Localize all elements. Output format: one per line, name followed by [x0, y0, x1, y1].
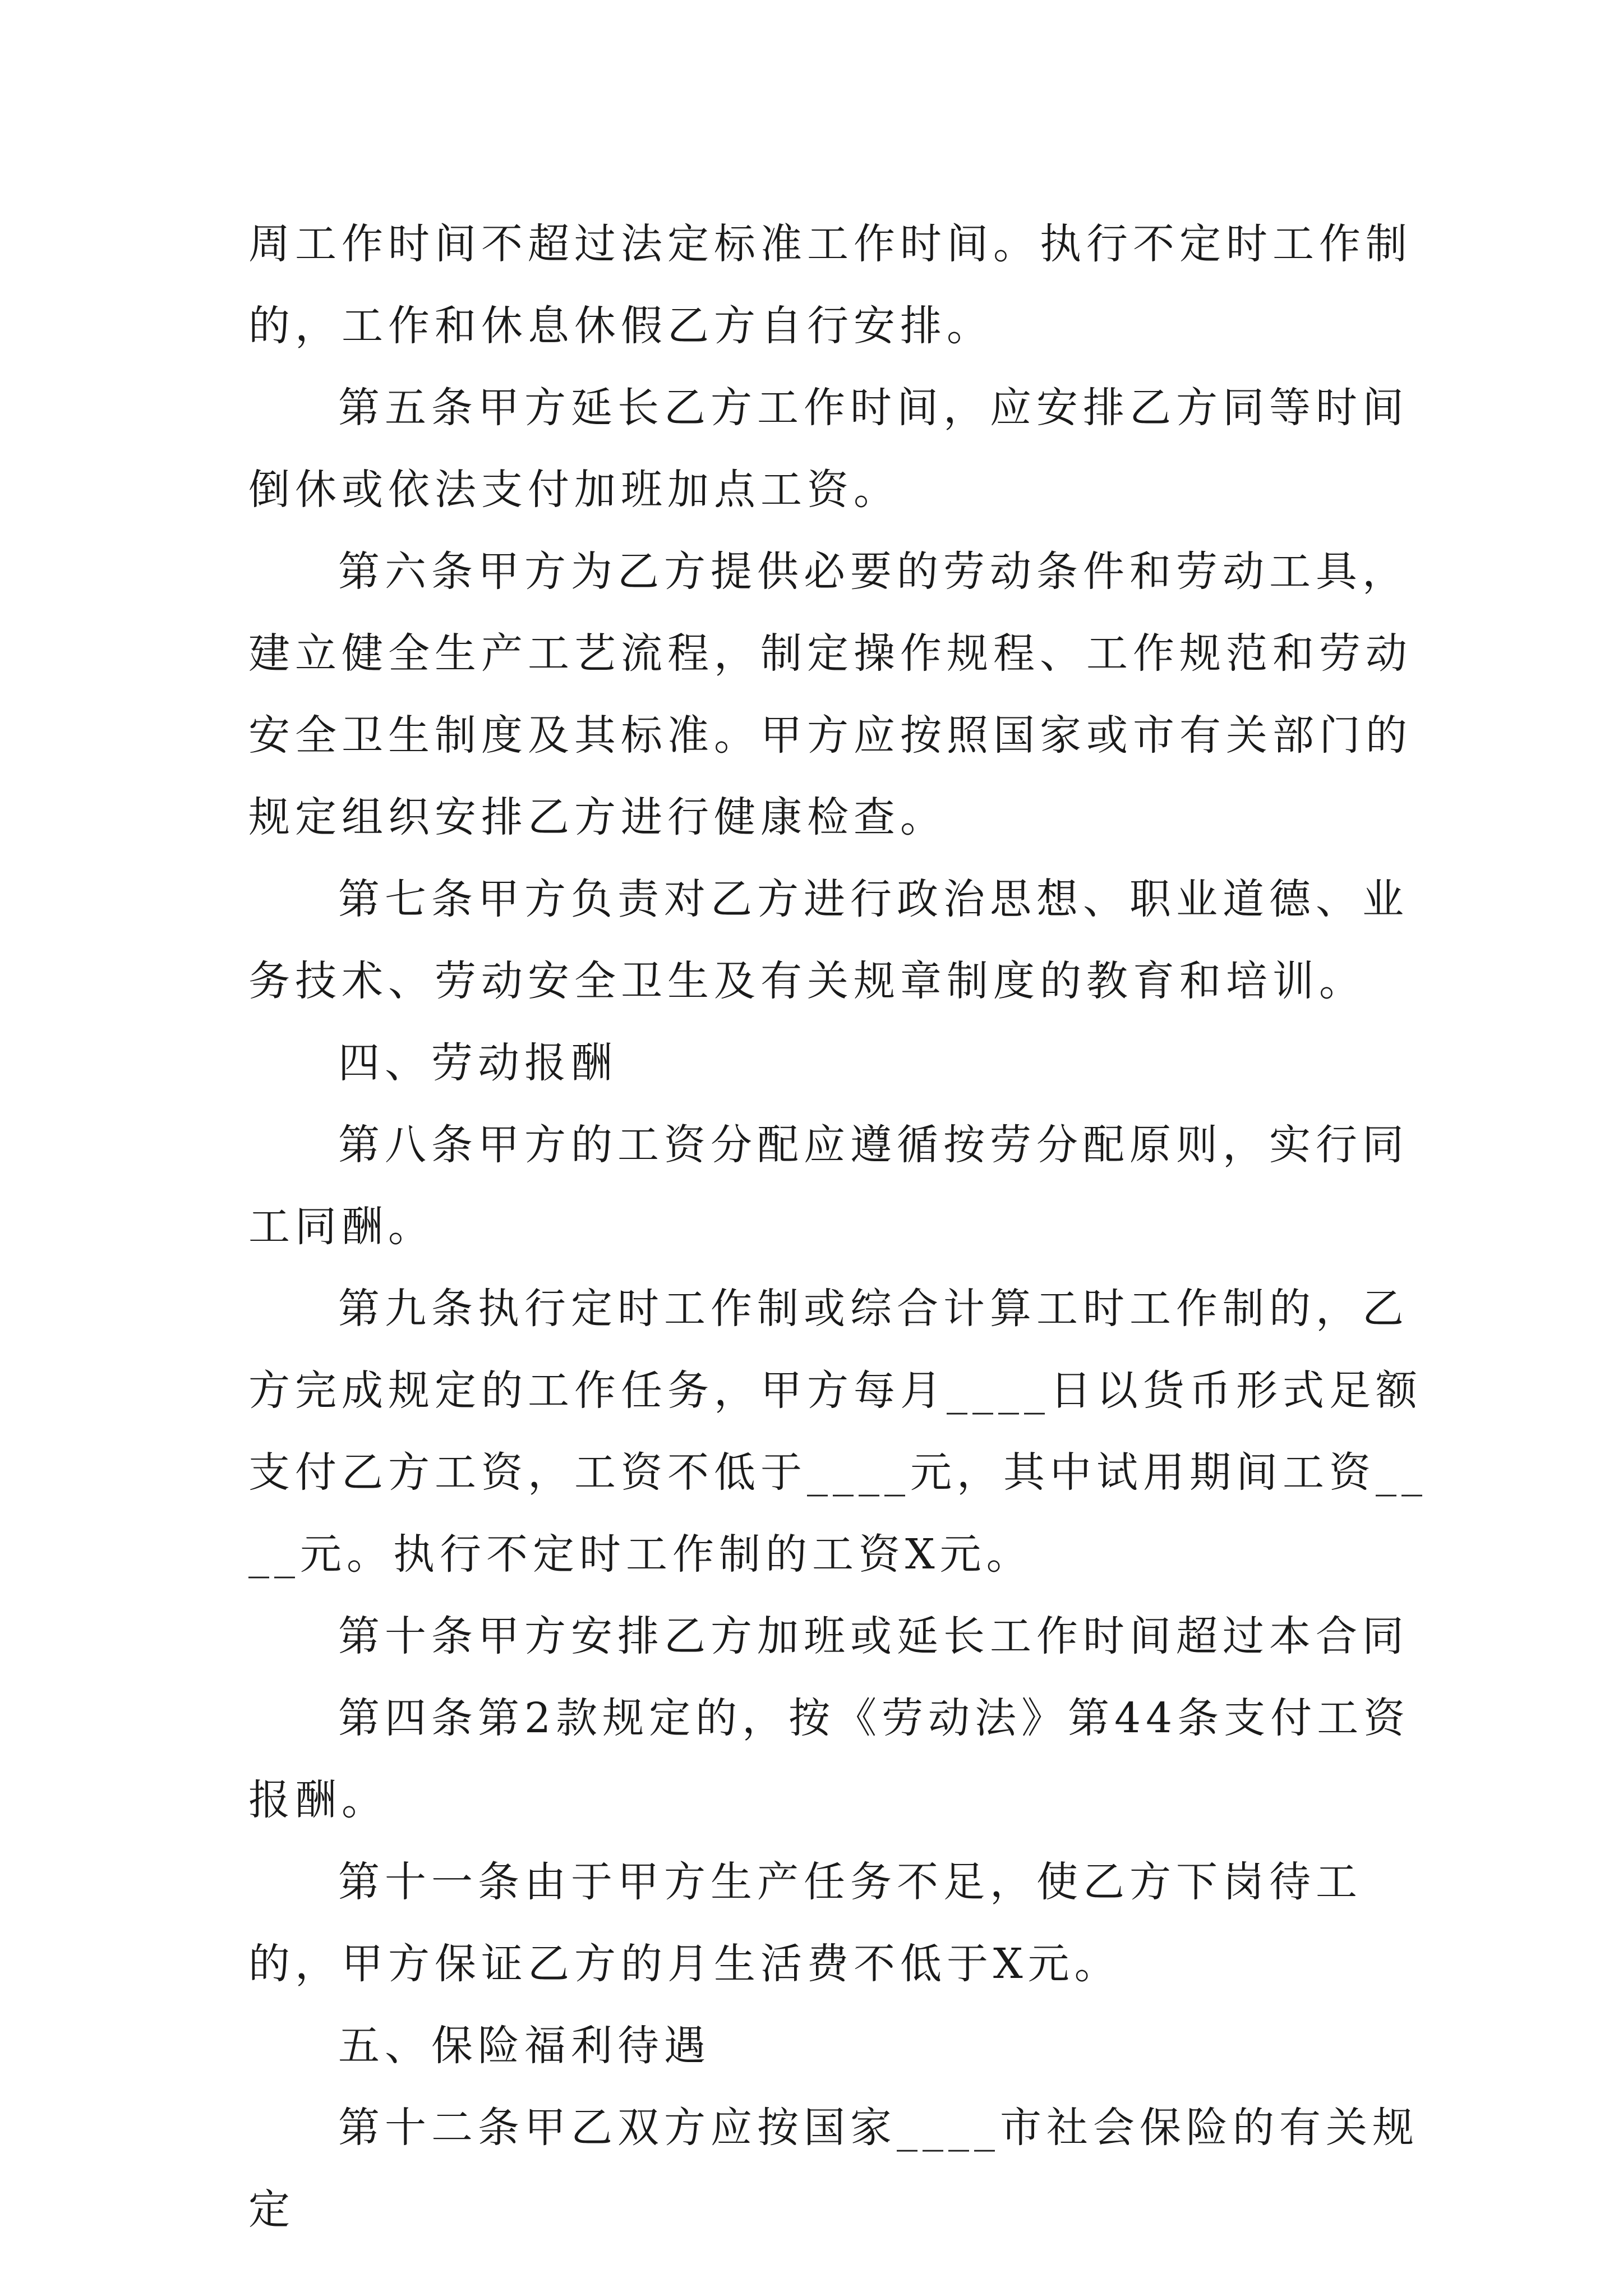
paragraph-article-11: 第十一条由于甲方生产任务不足，使乙方下岗待工的，甲方保证乙方的月生活费不低于X元。	[248, 1858, 1362, 1988]
paragraph-article-10: 第十条甲方安排乙方加班或延长工作时间超过本合同	[338, 1612, 1409, 1660]
paragraph-article-12: 第十二条甲乙双方应按国家____市社会保险的有关规定	[248, 2104, 1419, 2234]
paragraph-article-9: 第九条执行定时工作制或综合计算工时工作制的，乙方完成规定的工作任务，甲方每月____日以货币形式足额支付乙方工资，工资不低于____元，其中试用期间工资____元。执行不定时工作制的工资X元。	[248, 1285, 1427, 1579]
document-body	[248, 203, 1437, 2251]
paragraph-article-7: 第七条甲方负责对乙方进行政治思想、职业道德、业务技术、劳动安全卫生及有关规章制度的教育和培训。	[248, 875, 1409, 1005]
section-heading-insurance: 五、保险福利待遇	[338, 2022, 711, 2070]
paragraph-article-10-cont: 第四条第2款规定的，按《劳动法》第44条支付工资报酬。	[248, 1694, 1410, 1824]
paragraph-1: 周工作时间不超过法定标准工作时间。执行不定时工作制的，工作和休息休假乙方自行安排。	[248, 220, 1412, 350]
paragraph-article-5: 第五条甲方延长乙方工作时间，应安排乙方同等时间倒休或依法支付加班加点工资。	[248, 384, 1409, 514]
paragraph-article-6: 第六条甲方为乙方提供必要的劳动条件和劳动工具，建立健全生产工艺流程，制定操作规程、工作规范和劳动安全卫生制度及其标准。甲方应按照国家或市有关部门的规定组织安排乙方进行健康检查。	[248, 547, 1412, 841]
section-heading-labor-pay: 四、劳动报酬	[338, 1039, 617, 1087]
paragraph-article-8: 第八条甲方的工资分配应遵循按劳分配原则，实行同工同酬。	[248, 1121, 1409, 1251]
